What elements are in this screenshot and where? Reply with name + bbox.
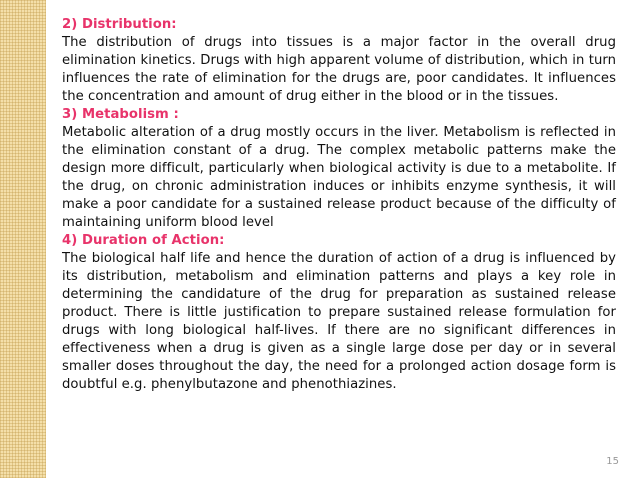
section-body-duration-of-action: The biological half life and hence the duration of action of a drug is influenced by its distribution, metabolism and elimination patterns and plays a key role in determining the candidature of the drug for preparation as sustained release product. There is little justification to prepare sustained release formulation for drugs with long biological half-lives. If there are no significant differences in effectiveness when a drug is given as a single large dose per day or in several smaller doses throughout the day, the need for a prolonged action dosage form is doubtful e.g. phenylbutazone and phenothiazines. — [62, 251, 616, 392]
page-number: 15 — [606, 456, 619, 467]
slide-content — [62, 16, 616, 394]
section-body-distribution: The distribution of drugs into tissues is a major factor in the overall drug elimination kinetics. Drugs with high apparent volume of distribution, which in turn influences the rate of elimination for the drugs are, poor candidates. It influences the concentration and amount of drug either in the blood or in the tissues. — [62, 35, 616, 104]
section-heading-metabolism: 3) Metabolism : — [62, 107, 179, 122]
decorative-border-strip — [0, 0, 46, 478]
section-heading-distribution: 2) Distribution: — [62, 17, 177, 32]
section-heading-duration-of-action: 4) Duration of Action: — [62, 233, 225, 248]
section-body-metabolism: Metabolic alteration of a drug mostly occurs in the liver. Metabolism is reflected in the elimination constant of a drug. The complex metabolic patterns make the design more difficult, particularly when biological activity is due to a metabolite. If the drug, on chronic administration induces or inhibits enzyme synthesis, it will make a poor candidate for a sustained release product because of the difficulty of maintaining uniform blood level — [62, 125, 616, 230]
